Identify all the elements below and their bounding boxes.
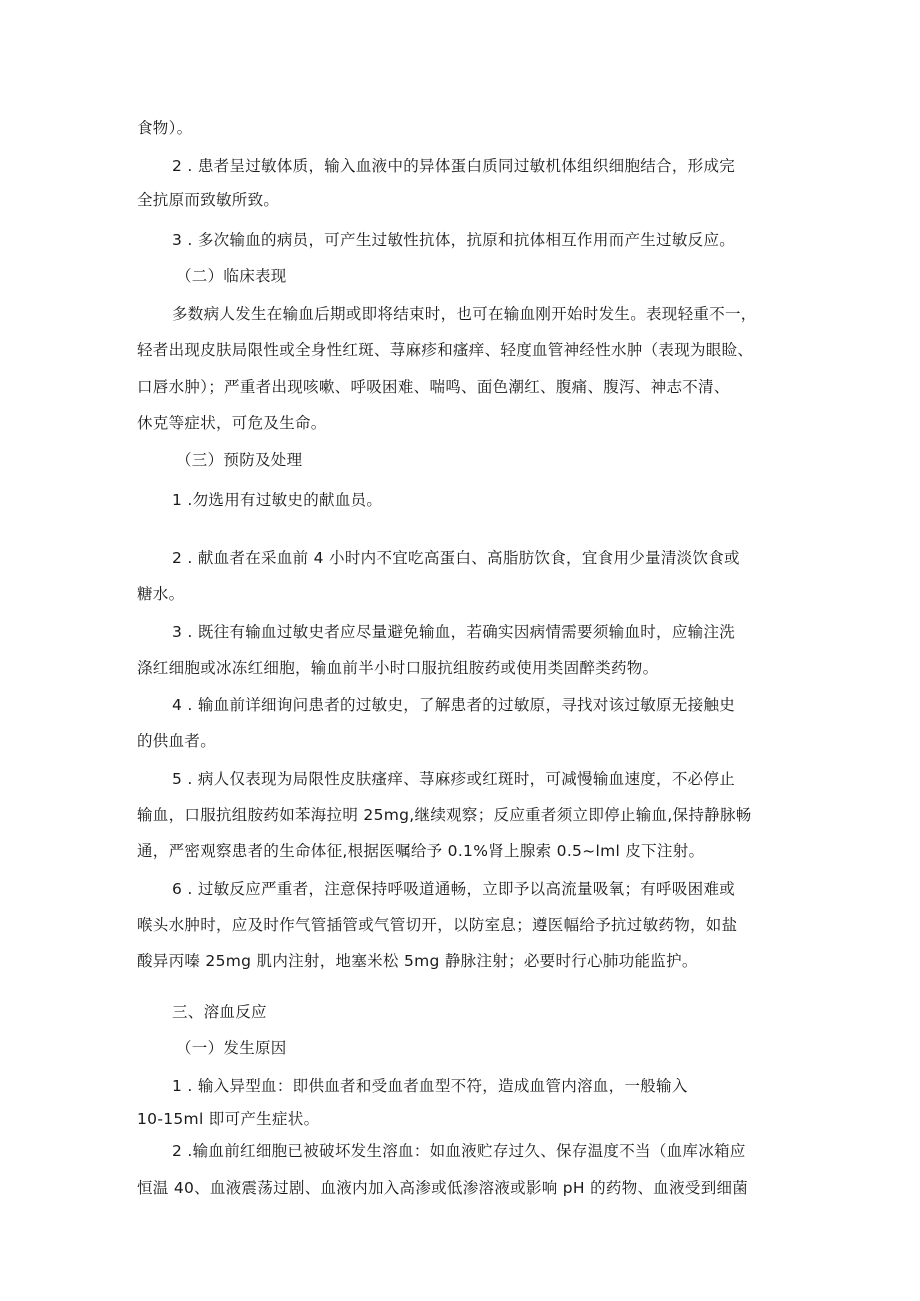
text-line: 输血，口服抗组胺药如苯海拉明 25mg,继续观察；反应重者须立即停止输血,保持静脉畅	[137, 806, 752, 824]
text-line: 3 . 多次输血的病员，可产生过敏性抗体，抗原和抗体相互作用而产生过敏反应。	[172, 231, 736, 249]
section-heading: （一）发生原因	[176, 1039, 287, 1057]
text-line: 4 . 输血前详细询问患者的过敏史，了解患者的过敏原，寻找对该过敏原无接触史	[172, 696, 736, 714]
text-line: 1 . 输入异型血：即供血者和受血者血型不符，造成血管内溶血，一般输入	[172, 1077, 688, 1095]
section-heading: （二）临床表现	[176, 267, 287, 285]
text-line: 口唇水肿）；严重者出现咳嗽、呼吸困难、喘鸣、面色潮红、腹痛、腹泻、神志不清、	[137, 378, 730, 396]
text-line: 1 .勿选用有过敏史的献血员。	[172, 491, 383, 509]
text-line: 5 . 病人仅表现为局限性皮肤瘙痒、荨麻疹或红斑时，可减慢输血速度，不必停止	[172, 770, 736, 788]
text-line: 全抗原而致敏所致。	[137, 191, 280, 209]
text-line: 多数病人发生在输血后期或即将结束时，也可在输血刚开始时发生。表现轻重不一，	[172, 305, 757, 323]
text-line: 2 .输血前红细胞已被破坏发生溶血：如血液贮存过久、保存温度不当（血库冰箱应	[172, 1142, 746, 1160]
text-line: 糖水。	[137, 585, 185, 603]
section-heading: 三、溶血反应	[172, 1003, 267, 1021]
text-line: 的供血者。	[137, 732, 217, 750]
text-line: 食物）。	[137, 119, 193, 137]
text-line: 涤红细胞或冰冻红细胞，输血前半小时口服抗组胺药或使用类固醉类药物。	[137, 659, 659, 677]
text-line: 恒温 40、血液震荡过剧、血液内加入高渗或低渗溶液或影响 pH 的药物、血液受到细菌	[137, 1179, 749, 1197]
text-line: 轻者出现皮肤局限性或全身性红斑、荨麻疹和瘙痒、轻度血管神经性水肿（表现为眼睑、	[137, 341, 754, 359]
text-line: 2 . 献血者在采血前 4 小时内不宜吃高蛋白、高脂肪饮食，宜食用少量清淡饮食或	[172, 549, 740, 567]
text-line: 2 . 患者呈过敏体质，输入血液中的异体蛋白质同过敏机体组织细胞结合，形成完	[172, 157, 736, 175]
text-line: 酸异丙嗪 25mg 肌内注射，地塞米松 5mg 静脉注射；必要时行心肺功能监护。	[137, 952, 698, 970]
text-line: 喉头水肿时，应及时作气管插管或气管切开，以防室息；遵医幅给予抗过敏药物，如盐	[137, 916, 738, 934]
text-line: 3 . 既往有输血过敏史者应尽量避免输血，若确实因病情需要须输血时，应输注洗	[172, 623, 736, 641]
text-line: 休克等症状，可危及生命。	[137, 414, 327, 432]
text-line: 6 . 过敏反应严重者，注意保持呼吸道通畅，立即予以高流量吸氧；有呼吸困难或	[172, 880, 736, 898]
text-line: 10-15ml 即可产生症状。	[137, 1110, 320, 1128]
section-heading: （三）预防及处理	[176, 451, 303, 469]
text-line: 通，严密观察患者的生命体征,根据医嘱给予 0.1%肾上腺索 0.5~lml 皮下注射。	[137, 842, 705, 860]
